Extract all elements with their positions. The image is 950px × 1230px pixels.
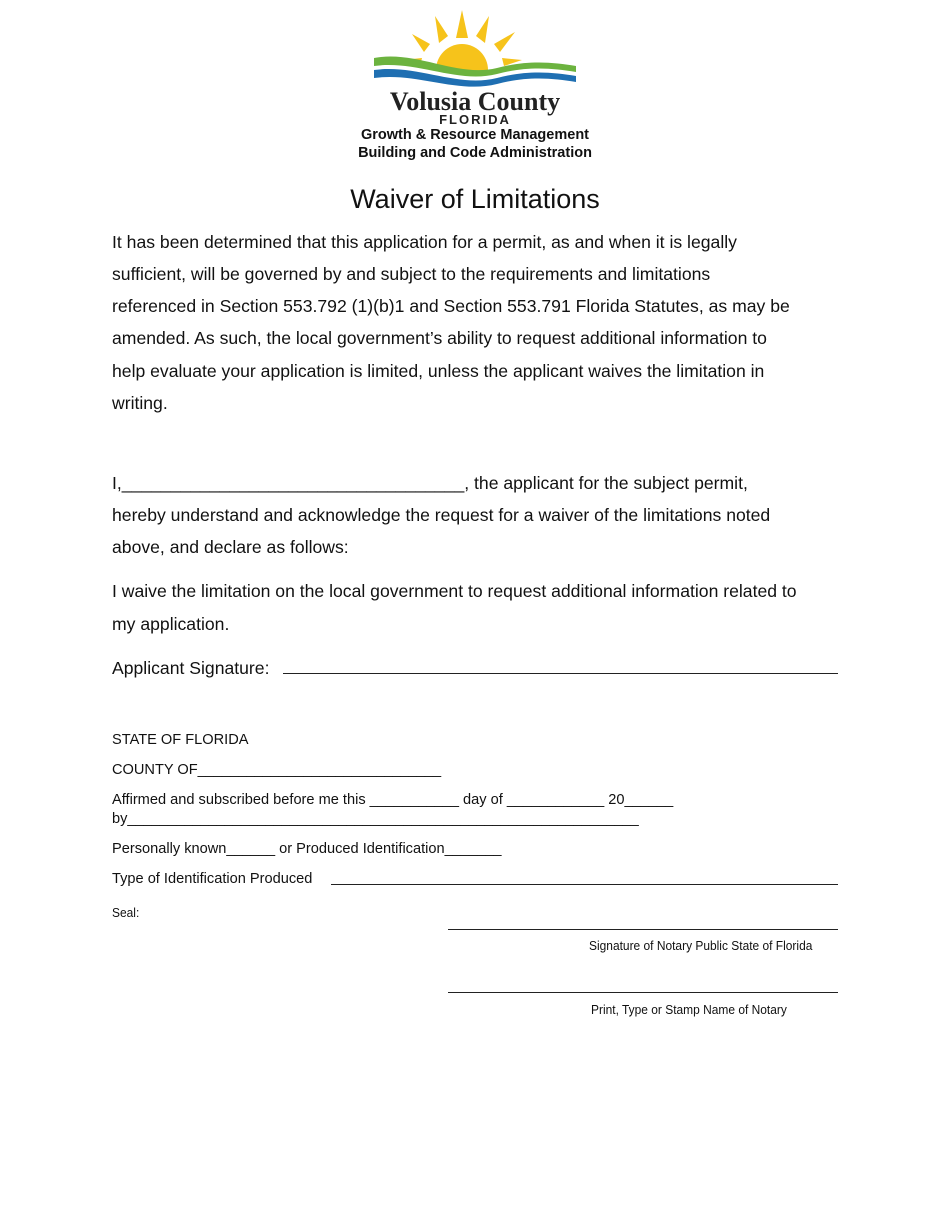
sun-logo-icon (372, 8, 578, 126)
intro-line: amended. As such, the local government’s ability to request additional information to (112, 328, 767, 348)
volusia-county-logo (372, 8, 578, 126)
state-label: STATE OF FLORIDA (112, 732, 249, 748)
notary-name-line[interactable] (448, 992, 838, 993)
affirmed-field[interactable]: Affirmed and subscribed before me this ___________ day of ____________ 20______ (112, 792, 674, 808)
applicant-signature-line[interactable] (283, 673, 838, 674)
intro-line: help evaluate your application is limited, unless the applicant waives the limitation in (112, 361, 765, 381)
affirmed-by-field[interactable]: by_______________________________________________________________ (112, 811, 639, 827)
id-type-label: Type of Identification Produced (112, 871, 313, 887)
county-field[interactable]: COUNTY OF______________________________ (112, 762, 442, 778)
seal-label: Seal: (112, 905, 140, 920)
notary-name-label: Print, Type or Stamp Name of Notary (591, 1002, 787, 1017)
waiver-line: I waive the limitation on the local government to request additional information related to (112, 581, 797, 601)
intro-line: writing. (112, 393, 168, 413)
applicant-name-line[interactable]: I,___________________________________, the applicant for the subject permit, (112, 473, 748, 493)
logo-state-name: FLORIDA (439, 112, 511, 126)
logo-county-name: Volusia County (389, 87, 561, 116)
intro-line: sufficient, will be governed by and subject to the requirements and limitations (112, 264, 711, 284)
declaration-line: above, and declare as follows: (112, 537, 349, 557)
identification-field[interactable]: Personally known______ or Produced Identification_______ (112, 841, 502, 857)
org-division: Building and Code Administration (358, 145, 592, 161)
notary-signature-line[interactable] (448, 929, 838, 930)
applicant-signature-label: Applicant Signature: (112, 658, 270, 678)
waiver-line: my application. (112, 614, 230, 634)
page-title: Waiver of Limitations (350, 184, 600, 214)
declaration-line: hereby understand and acknowledge the request for a waiver of the limitations noted (112, 505, 771, 525)
intro-line: It has been determined that this application for a permit, as and when it is legally (112, 232, 737, 252)
intro-line: referenced in Section 553.792 (1)(b)1 and Section 553.791 Florida Statutes, as may be (112, 296, 790, 316)
notary-signature-label: Signature of Notary Public State of Florida (589, 938, 813, 953)
id-type-line[interactable] (331, 884, 838, 885)
org-department: Growth & Resource Management (360, 127, 589, 143)
